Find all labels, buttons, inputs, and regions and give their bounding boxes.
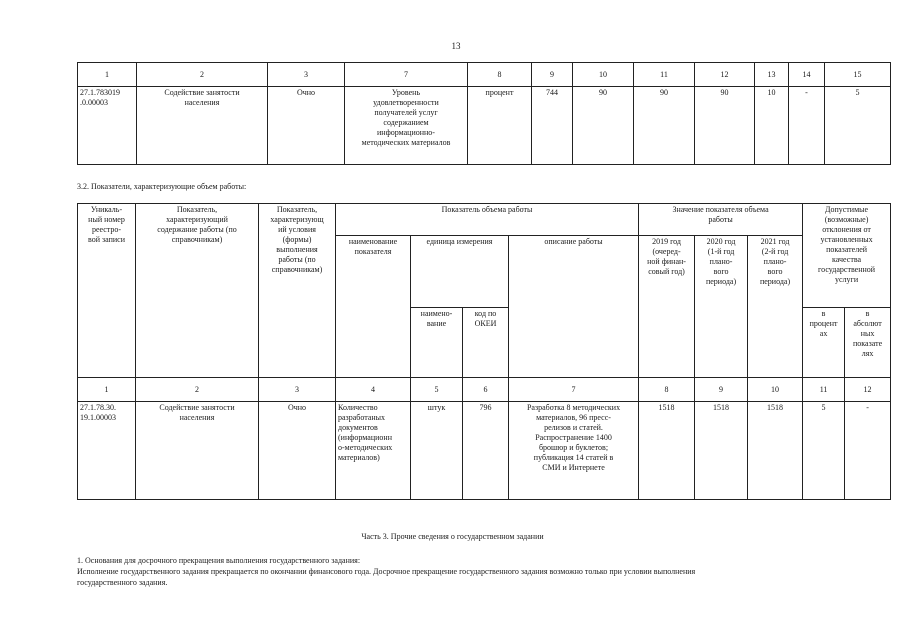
table1-header-cell: 11 (634, 63, 695, 87)
header-absolute: в абсолют ных показате лях (845, 308, 891, 378)
table1-header-cell: 12 (695, 63, 755, 87)
table1-header-cell: 15 (825, 63, 891, 87)
registry-number: 27.1.78.30. 19.1.00003 (78, 402, 136, 500)
column-number: 1 (78, 378, 136, 402)
paragraph-termination: Исполнение государственного задания прекращается по окончании финансового года. Досрочное прекращение государственного задания возможно только при условии выполнения (77, 567, 696, 576)
header-content: Показатель, характеризующий содержание работы (по справочникам) (136, 204, 259, 378)
header-unit-name: наимено- вание (411, 308, 463, 378)
deviation-absolute: - (845, 402, 891, 500)
column-number: 9 (695, 378, 748, 402)
table1-header-cell: 3 (268, 63, 345, 87)
paragraph-termination-cont: государственного задания. (77, 578, 168, 587)
column-number: 3 (259, 378, 336, 402)
table1-header-cell: 13 (755, 63, 789, 87)
unit-name: штук (411, 402, 463, 500)
work-form: Очно (259, 402, 336, 500)
header-2019: 2019 год (очеред- ной финан- совый год) (639, 236, 695, 378)
table1-header-cell: 1 (78, 63, 137, 87)
value-2021: 1518 (748, 402, 803, 500)
column-number: 4 (336, 378, 411, 402)
section-3-2-heading: 3.2. Показатели, характеризующие объем работы: (77, 182, 247, 191)
value-cell: 10 (755, 87, 789, 165)
column-number: 6 (463, 378, 509, 402)
okei-code: 796 (463, 402, 509, 500)
page-number: 13 (451, 41, 461, 51)
value-cell: - (789, 87, 825, 165)
value-2020: 1518 (695, 402, 748, 500)
table1-header-cell: 2 (137, 63, 268, 87)
okei-code: 744 (532, 87, 573, 165)
header-description: описание работы (509, 236, 639, 378)
header-indicator-name: наименование показателя (336, 236, 411, 378)
header-percent: в процент ах (803, 308, 845, 378)
unit-name: процент (468, 87, 532, 165)
value-cell: 90 (695, 87, 755, 165)
service-form: Очно (268, 87, 345, 165)
work-description: Разработка 8 методических материалов, 96 пресс- релизов и статей. Распространение 1400 брошюр и буклетов; публикация 14 статей в СМИ и Интернете (509, 402, 639, 500)
indicator-name: Количество разработаных документов (информационн о-методических материалов) (336, 402, 411, 500)
header-volume-indicator: Показатель объема работы (336, 204, 639, 236)
header-conditions: Показатель, характеризующ ий условия (формы) выполнения работы (по справочникам) (259, 204, 336, 378)
header-2020: 2020 год (1-й год плано- вого периода) (695, 236, 748, 378)
table1-header-cell: 14 (789, 63, 825, 87)
registry-number: 27.1.783019 .0.00003 (78, 87, 137, 165)
column-number: 8 (639, 378, 695, 402)
header-volume-value: Значение показателя объема работы (639, 204, 803, 236)
column-number: 12 (845, 378, 891, 402)
table1-header-cell: 9 (532, 63, 573, 87)
table1-header-cell: 10 (573, 63, 634, 87)
value-2019: 1518 (639, 402, 695, 500)
work-content: Содействие занятости населения (136, 402, 259, 500)
column-number: 2 (136, 378, 259, 402)
value-cell: 5 (825, 87, 891, 165)
paragraph-grounds: 1. Основания для досрочного прекращения выполнения государственного задания: (77, 556, 361, 565)
header-deviation: Допустимые (возможные) отклонения от установленных показателей качества государственной услуги (803, 204, 891, 308)
column-number: 10 (748, 378, 803, 402)
header-unit: единица измерения (411, 236, 509, 308)
header-okei: код по ОКЕИ (463, 308, 509, 378)
table1-header-cell: 8 (468, 63, 532, 87)
quality-indicators-table (77, 62, 891, 165)
header-unique-number: Уникаль- ный номер реестро- вой записи (78, 204, 136, 378)
column-number: 7 (509, 378, 639, 402)
value-cell: 90 (634, 87, 695, 165)
service-content: Содействие занятости населения (137, 87, 268, 165)
value-cell: 90 (573, 87, 634, 165)
deviation-percent: 5 (803, 402, 845, 500)
indicator-name: Уровень удовлетворенности получателей услуг содержанием информационно- методических материалов (345, 87, 468, 165)
table1-header-cell: 7 (345, 63, 468, 87)
column-number: 11 (803, 378, 845, 402)
part3-title: Часть 3. Прочие сведения о государственном задании (361, 532, 544, 541)
header-2021: 2021 год (2-й год плано- вого периода) (748, 236, 803, 378)
volume-indicators-table (77, 203, 891, 500)
column-number: 5 (411, 378, 463, 402)
